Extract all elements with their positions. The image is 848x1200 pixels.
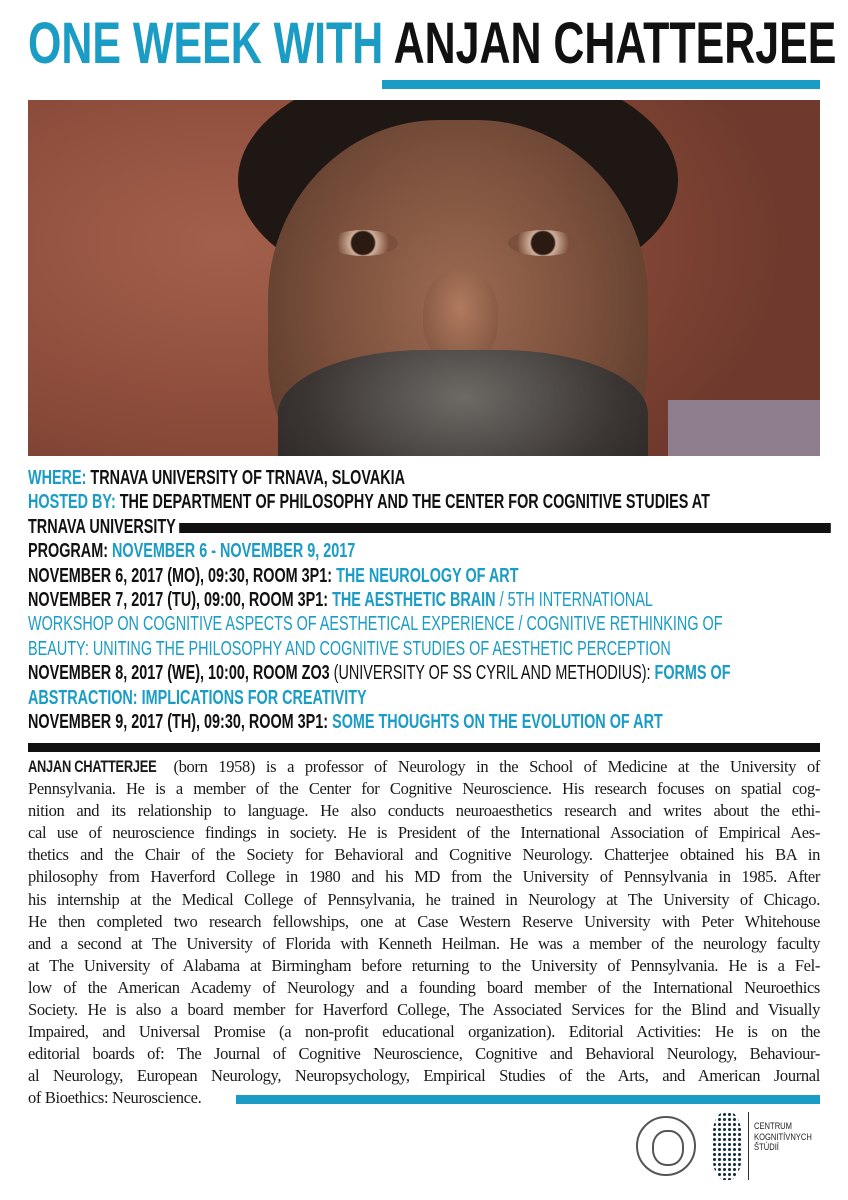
- divider-bar: [179, 523, 831, 533]
- centrum-logo-text: [754, 1122, 812, 1154]
- bio-end-bar: [236, 1095, 820, 1104]
- where-label: WHERE:: [28, 467, 87, 489]
- event-subtitle: / 5TH INTERNATIONAL: [499, 588, 653, 611]
- portrait-photo: [28, 100, 820, 456]
- hosted-value-2: TRNAVA UNIVERSITY: [28, 515, 176, 538]
- bio-line: his internship at the Medical College of Pennsylvania, he trained in Neurology at The University of Chicago.: [28, 889, 820, 909]
- bio-line: editorial boards of: The Journal of Cognitive Neuroscience, Cognitive and Behavioral Neurology, Behaviour-: [28, 1044, 820, 1064]
- title-underline: [382, 80, 820, 89]
- event-when: NOVEMBER 9, 2017 (TH), 09:30, ROOM 3P1:: [28, 710, 329, 733]
- event-subtitle-3: BEAUTY: UNITING THE PHILOSOPHY AND COGNITIVE STUDIES OF AESTHETIC PERCEPTION: [28, 637, 671, 660]
- bio-line: al Neurology, European Neurology, Neuropsychology, Empirical Studies of the Arts, and American Journal: [28, 1066, 820, 1086]
- event-title-2: ABSTRACTION: IMPLICATIONS FOR CREATIVITY: [28, 686, 367, 709]
- event-when: NOVEMBER 8, 2017 (WE), 10:00, ROOM ZO3: [28, 662, 330, 685]
- centrum-logo-icon: [712, 1112, 742, 1180]
- bio-line: Pennsylvania. He is a member of the Center for Cognitive Neuroscience. His research focuses on spatial cog-: [28, 779, 820, 799]
- hosted-line-2: [28, 515, 598, 539]
- event-title: THE NEUROLOGY OF ART: [336, 564, 519, 587]
- logo-text-line: CENTRUM: [754, 1121, 792, 1132]
- bio-line: cal use of neuroscience findings in society. He is President of the International Association of Empirical Aes-: [28, 823, 820, 843]
- bio-text: (born 1958) is a professor of Neurology in the School of Medicine at the University of: [173, 757, 820, 776]
- event-venue-note: (UNIVERSITY OF SS CYRIL AND METHODIUS):: [333, 662, 651, 685]
- event-title: SOME THOUGHTS ON THE EVOLUTION OF ART: [332, 710, 663, 733]
- bio-line: at The University of Alabama at Birmingham before returning to the University of Pennsylvania. He is a Fel-: [28, 955, 820, 975]
- event-when: NOVEMBER 6, 2017 (MO), 09:30, ROOM 3P1:: [28, 564, 333, 587]
- event-info: [28, 466, 820, 734]
- event-1: [28, 564, 598, 588]
- bio-line: and a second at The University of Florida with Kenneth Heilman. He was a member of the neurology faculty: [28, 933, 820, 953]
- section-divider: [28, 743, 820, 752]
- logo-divider: [748, 1112, 749, 1180]
- hosted-label: HOSTED BY:: [28, 491, 116, 514]
- hosted-line: [28, 490, 710, 514]
- bio-line: of Bioethics: Neuroscience.: [28, 1088, 202, 1108]
- bio-line: [28, 756, 820, 778]
- event-subtitle-2: WORKSHOP ON COGNITIVE ASPECTS OF AESTHETICAL EXPERIENCE / COGNITIVE RETHINKING OF: [28, 613, 723, 636]
- where-value: TRNAVA UNIVERSITY OF TRNAVA, SLOVAKIA: [90, 467, 406, 489]
- logo-text-line: KOGNITÍVNYCH: [754, 1131, 812, 1143]
- bio-line: low of the American Academy of Neurology and a founding board member of the International Neuroethics: [28, 977, 820, 997]
- event-title: THE AESTHETIC BRAIN: [332, 588, 496, 611]
- event-when: NOVEMBER 7, 2017 (TU), 09:00, ROOM 3P1:: [28, 588, 329, 611]
- bio-line: Society. He is also a board member for Haverford College, The Associated Services for the Blind and Visually: [28, 1000, 820, 1020]
- bio-line: philosophy from Haverford College in 1980 and his MD from the University of Pennsylvania in 1985. After: [28, 867, 820, 887]
- biography: [28, 756, 820, 1110]
- program-label: PROGRAM:: [28, 540, 108, 563]
- bio-line: thetics and the Chair of the Society for Behavioral and Cognitive Neurology. Chatterjee obtained his BA in: [28, 845, 820, 865]
- bio-name: ANJAN CHATTERJEE: [28, 758, 157, 776]
- bio-line: He then completed two research fellowships, one at Case Western Reserve University with Peter Whitehouse: [28, 911, 820, 931]
- program-dates: NOVEMBER 6 - NOVEMBER 9, 2017: [112, 540, 356, 563]
- bio-line: Impaired, and Universal Promise (a non-profit educational organization). Editorial Activities: He is on the: [28, 1022, 820, 1042]
- event-4: [28, 710, 663, 734]
- bio-line: nition and its relationship to language. He also conducts neuroaesthetics research and writes about the ethi-: [28, 801, 820, 821]
- title-part-2: ANJAN CHATTERJEE: [393, 11, 837, 76]
- hosted-value: THE DEPARTMENT OF PHILOSOPHY AND THE CENTER FOR COGNITIVE STUDIES AT: [119, 491, 710, 514]
- event-title: FORMS OF: [654, 662, 731, 685]
- program-line: [28, 539, 598, 563]
- event-3: [28, 661, 731, 685]
- university-seal-logo: [636, 1116, 696, 1176]
- logo-text-line: ŠTÚDIÍ: [754, 1142, 779, 1153]
- poster-title: [28, 11, 837, 76]
- event-2: [28, 588, 653, 612]
- title-part-1: ONE WEEK WITH: [28, 11, 384, 76]
- where-line: [28, 466, 598, 490]
